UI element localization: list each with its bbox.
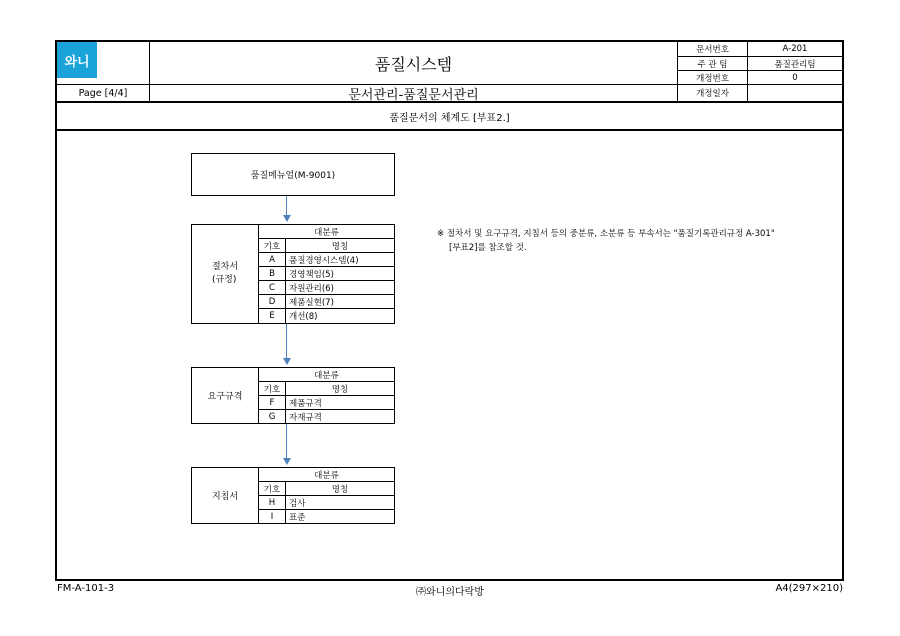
guideline-group xyxy=(191,467,395,524)
procedure-group-label: 절차서 (규정) xyxy=(191,224,259,324)
table-row-code: E xyxy=(258,308,286,324)
guideline-table-header: 대분류 xyxy=(258,467,395,482)
meta-label-team: 주 관 팀 xyxy=(678,57,748,71)
meta-label-revision: 개정번호 xyxy=(678,71,748,85)
logo xyxy=(57,42,97,78)
requirement-col-name: 명칭 xyxy=(285,381,395,396)
table-row-code: C xyxy=(258,280,286,295)
meta-table xyxy=(678,42,842,101)
requirement-spec-label: 요구규격 xyxy=(191,367,259,424)
arrow-head xyxy=(283,215,291,222)
arrow-connector xyxy=(286,424,287,459)
footer-paper-size: A4(297×210) xyxy=(775,583,843,594)
table-row-code: G xyxy=(258,409,286,424)
reference-note-line1: ※ 절차서 및 요구규격, 지침서 등의 중분류, 소분류 등 부속서는 "품질기록관리규정 A-301" xyxy=(437,229,775,239)
meta-value-revision-date xyxy=(748,85,842,101)
table-row-name: 경영책임(5) xyxy=(285,266,395,281)
table-row-code: D xyxy=(258,294,286,309)
table-row-code: I xyxy=(258,509,286,524)
arrow-connector xyxy=(286,196,287,216)
procedure-group xyxy=(191,224,395,324)
table-row-code: H xyxy=(258,495,286,510)
document-subtitle: 문서관리-품질문서관리 xyxy=(348,87,479,103)
reference-note-line2: [부표2]를 참조할 것. xyxy=(449,243,527,253)
table-row-name: 검사 xyxy=(285,495,395,510)
table-row-code: F xyxy=(258,395,286,410)
table-row-name: 개선(8) xyxy=(285,308,395,324)
reference-note xyxy=(437,227,837,255)
requirement-spec-group xyxy=(191,367,395,424)
guideline-label: 지침서 xyxy=(191,467,259,524)
table-row-name: 품질경영시스템(4) xyxy=(285,252,395,267)
table-row-name: 자원관리(6) xyxy=(285,280,395,295)
document-title-cell xyxy=(150,42,678,84)
requirement-table-header: 대분류 xyxy=(258,367,395,382)
meta-value-team: 품질관리팀 xyxy=(748,57,842,71)
logo-cell xyxy=(57,42,150,84)
procedure-col-code: 기호 xyxy=(258,238,286,253)
page-number-cell xyxy=(57,84,150,101)
section-title-bar xyxy=(57,101,842,131)
quality-manual-box xyxy=(191,153,395,196)
table-row-name: 표준 xyxy=(285,509,395,524)
meta-label-doc-number: 문서번호 xyxy=(678,42,748,57)
document-title: 품질시스템 xyxy=(374,54,453,74)
logo-text: 와니 xyxy=(64,54,90,70)
arrow-connector xyxy=(286,324,287,359)
procedure-table-header: 대분류 xyxy=(258,224,395,239)
footer-company: ㈜와니의다락방 xyxy=(416,587,484,598)
table-row-name: 자재규격 xyxy=(285,409,395,424)
table-row-code: B xyxy=(258,266,286,281)
meta-value-revision: 0 xyxy=(748,71,842,85)
table-row-name: 제품규격 xyxy=(285,395,395,410)
document-subtitle-cell xyxy=(150,84,678,101)
quality-manual-label: 품질메뉴얼(M-9001) xyxy=(250,171,336,181)
meta-value-doc-number: A-201 xyxy=(748,42,842,57)
section-title: 품질문서의 체계도 [부표2.] xyxy=(389,112,510,124)
guideline-col-code: 기호 xyxy=(258,481,286,496)
footer-form-number: FM-A-101-3 xyxy=(57,583,115,594)
requirement-col-code: 기호 xyxy=(258,381,286,396)
meta-label-revision-date: 개정일자 xyxy=(678,85,748,101)
table-row-code: A xyxy=(258,252,286,267)
arrow-head xyxy=(283,358,291,365)
page-number: Page [4/4] xyxy=(78,87,128,99)
arrow-head xyxy=(283,458,291,465)
guideline-col-name: 명칭 xyxy=(285,481,395,496)
procedure-col-name: 명칭 xyxy=(285,238,395,253)
table-row-name: 제품실현(7) xyxy=(285,294,395,309)
